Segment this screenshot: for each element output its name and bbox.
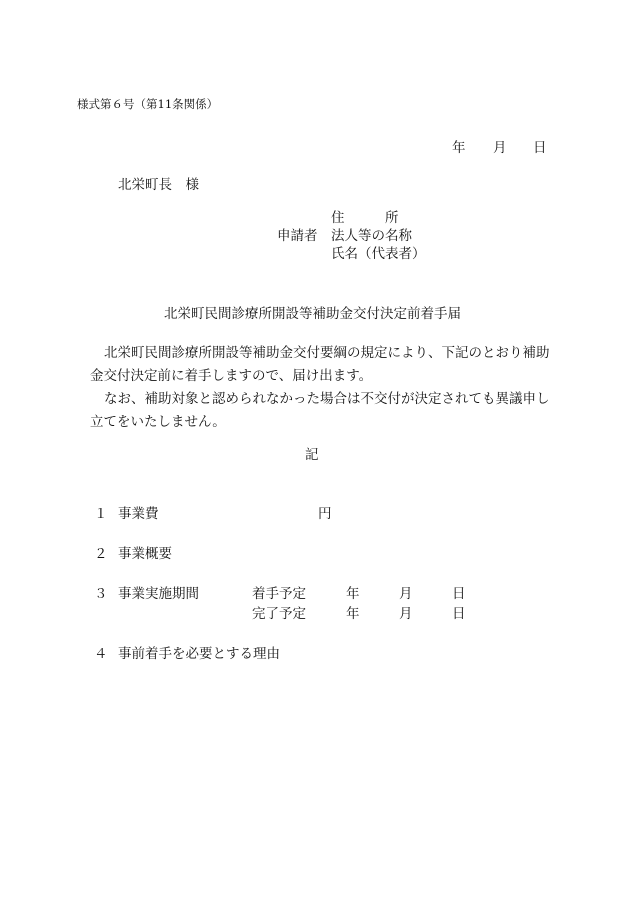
item2-number: ２ [94, 546, 108, 562]
body-paragraph-1: 北栄町民間診療所開設等補助金交付要綱の規定により、下記のとおり補助金交付決定前に着手しますので、届け出ます。 [90, 345, 550, 384]
item4-number: ４ [94, 646, 108, 662]
item2-label: 事業概要 [118, 546, 172, 562]
item1-unit: 円 [318, 506, 332, 522]
addressee: 北栄町長 様 [118, 177, 199, 193]
applicant-person-label: 氏名（代表者） [331, 246, 426, 262]
item3-end-month: 月 [399, 606, 413, 622]
item1-number: １ [94, 506, 108, 522]
item3-end-year: 年 [346, 606, 360, 622]
body-paragraph-2: なお、補助対象と認められなかった場合は不交付が決定されても異議申し立てをいたしません。 [90, 391, 550, 430]
item3-label: 事業実施期間 [118, 586, 199, 602]
item3-start-year: 年 [346, 586, 360, 602]
applicant-label: 申請者 [277, 228, 318, 244]
body-text [90, 342, 552, 434]
form-number: 様式第６号（第11条関係） [77, 97, 219, 111]
item3-end-label: 完了予定 [252, 606, 306, 622]
date-day: 日 [533, 140, 547, 156]
date-year: 年 [452, 140, 466, 156]
date-month: 月 [493, 140, 507, 156]
document-title: 北栄町民間診療所開設等補助金交付決定前着手届 [164, 306, 461, 322]
ki-heading: 記 [305, 447, 319, 463]
item4-label: 事前着手を必要とする理由 [118, 646, 280, 662]
item1-label: 事業費 [118, 506, 159, 522]
item3-start-day: 日 [452, 586, 466, 602]
applicant-address-label: 住 所 [331, 210, 399, 226]
item3-start-label: 着手予定 [252, 586, 306, 602]
item3-end-day: 日 [452, 606, 466, 622]
item3-start-month: 月 [399, 586, 413, 602]
item3-number: ３ [94, 586, 108, 602]
applicant-corp-name-label: 法人等の名称 [331, 228, 412, 244]
